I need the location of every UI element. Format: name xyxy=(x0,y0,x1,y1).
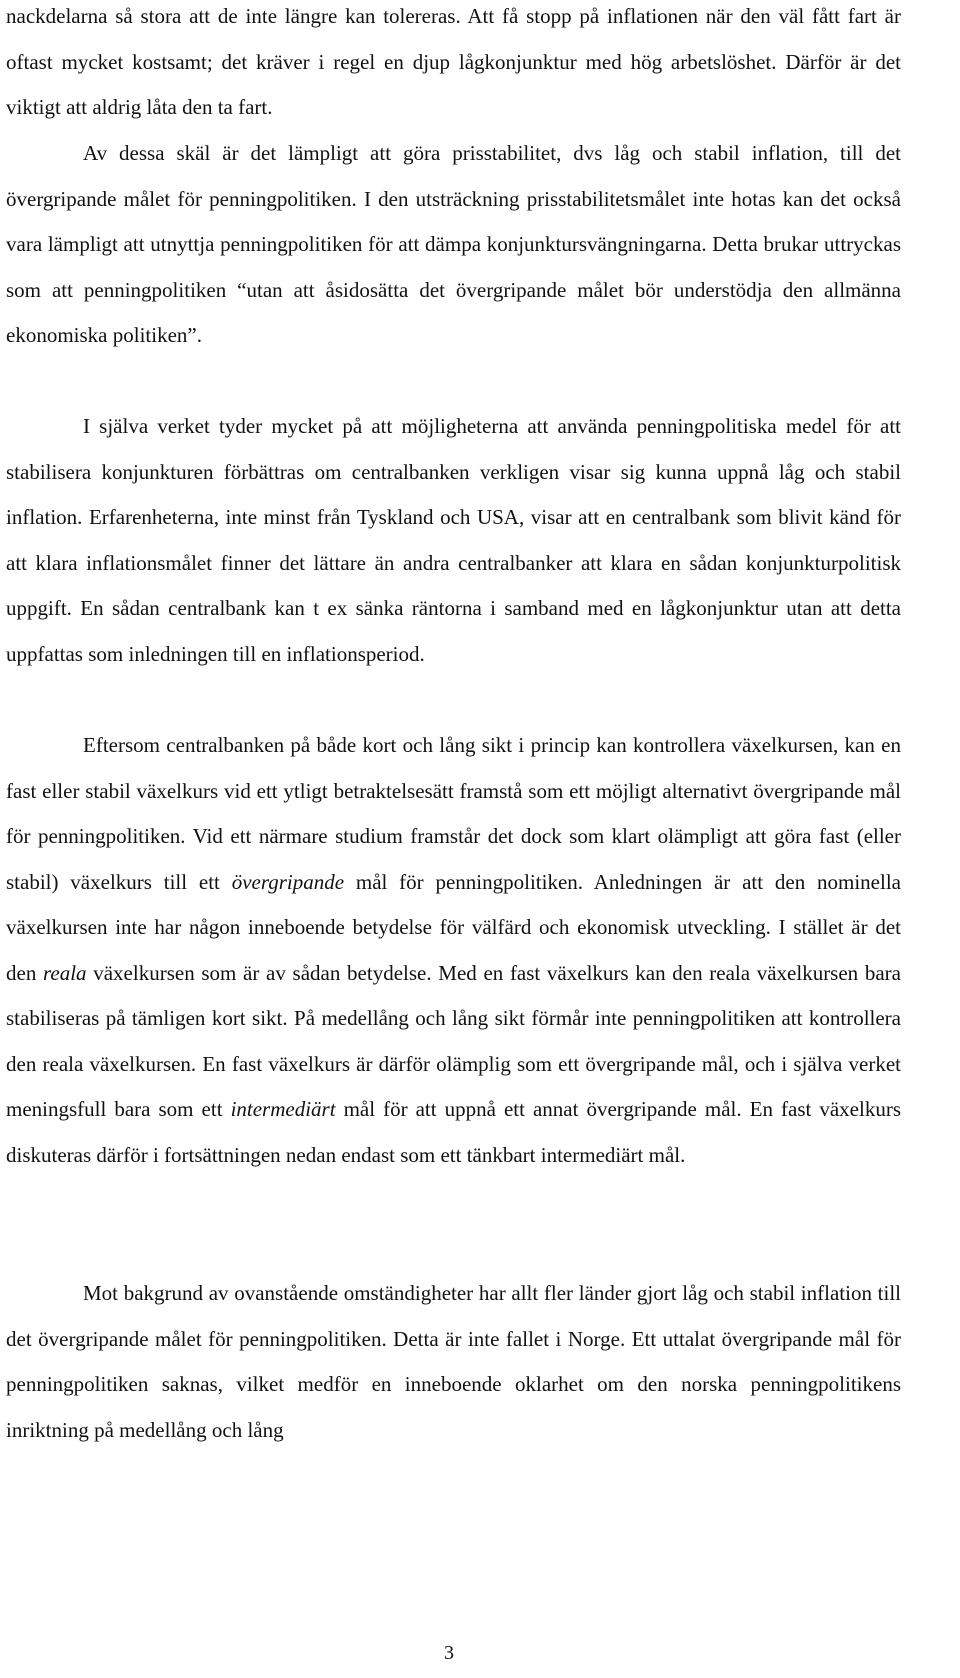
text-run: mål för att uppnå ett annat övergripande mål. En fast växelkurs diskuteras därför i fortsättningen nedan endast som ett tänkbart intermediärt mål. xyxy=(6,1097,902,1167)
paragraph-3 xyxy=(6,404,901,677)
paragraph-2 xyxy=(6,131,901,359)
text-run: Mot bakgrund av ovanstående omständigheter har allt fler länder gjort låg och stabil inflation till det övergripande målet för penningpolitiken. Detta är inte fallet i Norge. Ett uttalat övergripande mål för penningpolitiken saknas, vilket medför en inneboende oklarhet om den norska penningpolitikens inriktning på medellång och lång xyxy=(6,1281,901,1442)
emphasized-text: reala xyxy=(43,960,87,985)
text-run: Av dessa skäl är det lämpligt att göra prisstabilitet, dvs låg och stabil inflation, till det övergripande målet för penningpolitiken. I den utsträckning prisstabilitetsmålet inte hotas kan det också vara lämpligt att utnyttja penningpolitiken för att dämpa konjunktursvängningarna. Detta brukar uttryckas som att penningpolitiken “utan att åsidosätta det övergripande målet bör understödja den allmänna ekonomiska politiken”. xyxy=(6,141,901,347)
text-run: nackdelarna så stora att de inte längre kan tolereras. Att få stopp på inflationen när den väl fått fart är oftast mycket kostsamt; det kräver i regel en djup lågkonjunktur med hög arbetslöshet. Därför är det viktigt att aldrig låta den ta fart. xyxy=(6,4,901,119)
page-number: 3 xyxy=(444,1642,454,1664)
text-run: I själva verket tyder mycket på att möjligheterna att använda penningpolitiska medel för att stabilisera konjunkturen förbättras om centralbanken verkligen visar sig kunna uppnå låg och stabil inflation. Erfarenheterna, inte minst från Tyskland och USA, visar att en centralbank som blivit känd för att klara inflationsmålet finner det lättare än andra centralbanker att klara en sådan konjunkturpolitisk uppgift. En sådan centralbank kan t ex sänka räntorna i samband med en lågkonjunktur utan att detta uppfattas som inledningen till en inflationsperiod. xyxy=(6,414,901,666)
text-run: Eftersom centralbanken på både kort och lång sikt i princip kan kontrollera växelkursen, kan en fast eller stabil växelkurs vid ett ytligt betraktelsesätt framstå som ett möjligt alternativt övergripande mål för penningpolitiken. Vid ett närmare studium framstår det dock som klart olämpligt att göra fast (eller stabil) växelkurs till ett xyxy=(6,733,901,894)
emphasized-text: intermediärt xyxy=(230,1097,336,1121)
emphasized-text: övergripande xyxy=(231,869,345,894)
paragraph-1 xyxy=(6,0,901,131)
text-run: växelkursen som är av sådan betydelse. Med en fast växelkurs kan den reala växelkursen bara stabiliseras på tämligen kort sikt. På medellång och lång sikt förmår inte penningpolitiken att kontrollera den reala växelkursen. En fast växelkurs är därför olämplig som ett övergripande mål, och i själva verket meningsfull bara som ett xyxy=(6,960,901,1121)
text-run: mål för penningpolitiken. Anledningen är att den nominella växelkursen inte har någon inneboende betydelse för välfärd och ekonomisk utveckling. I stället är det den xyxy=(6,869,901,985)
paragraph-4 xyxy=(6,723,901,1178)
paragraph-5 xyxy=(6,1271,901,1453)
